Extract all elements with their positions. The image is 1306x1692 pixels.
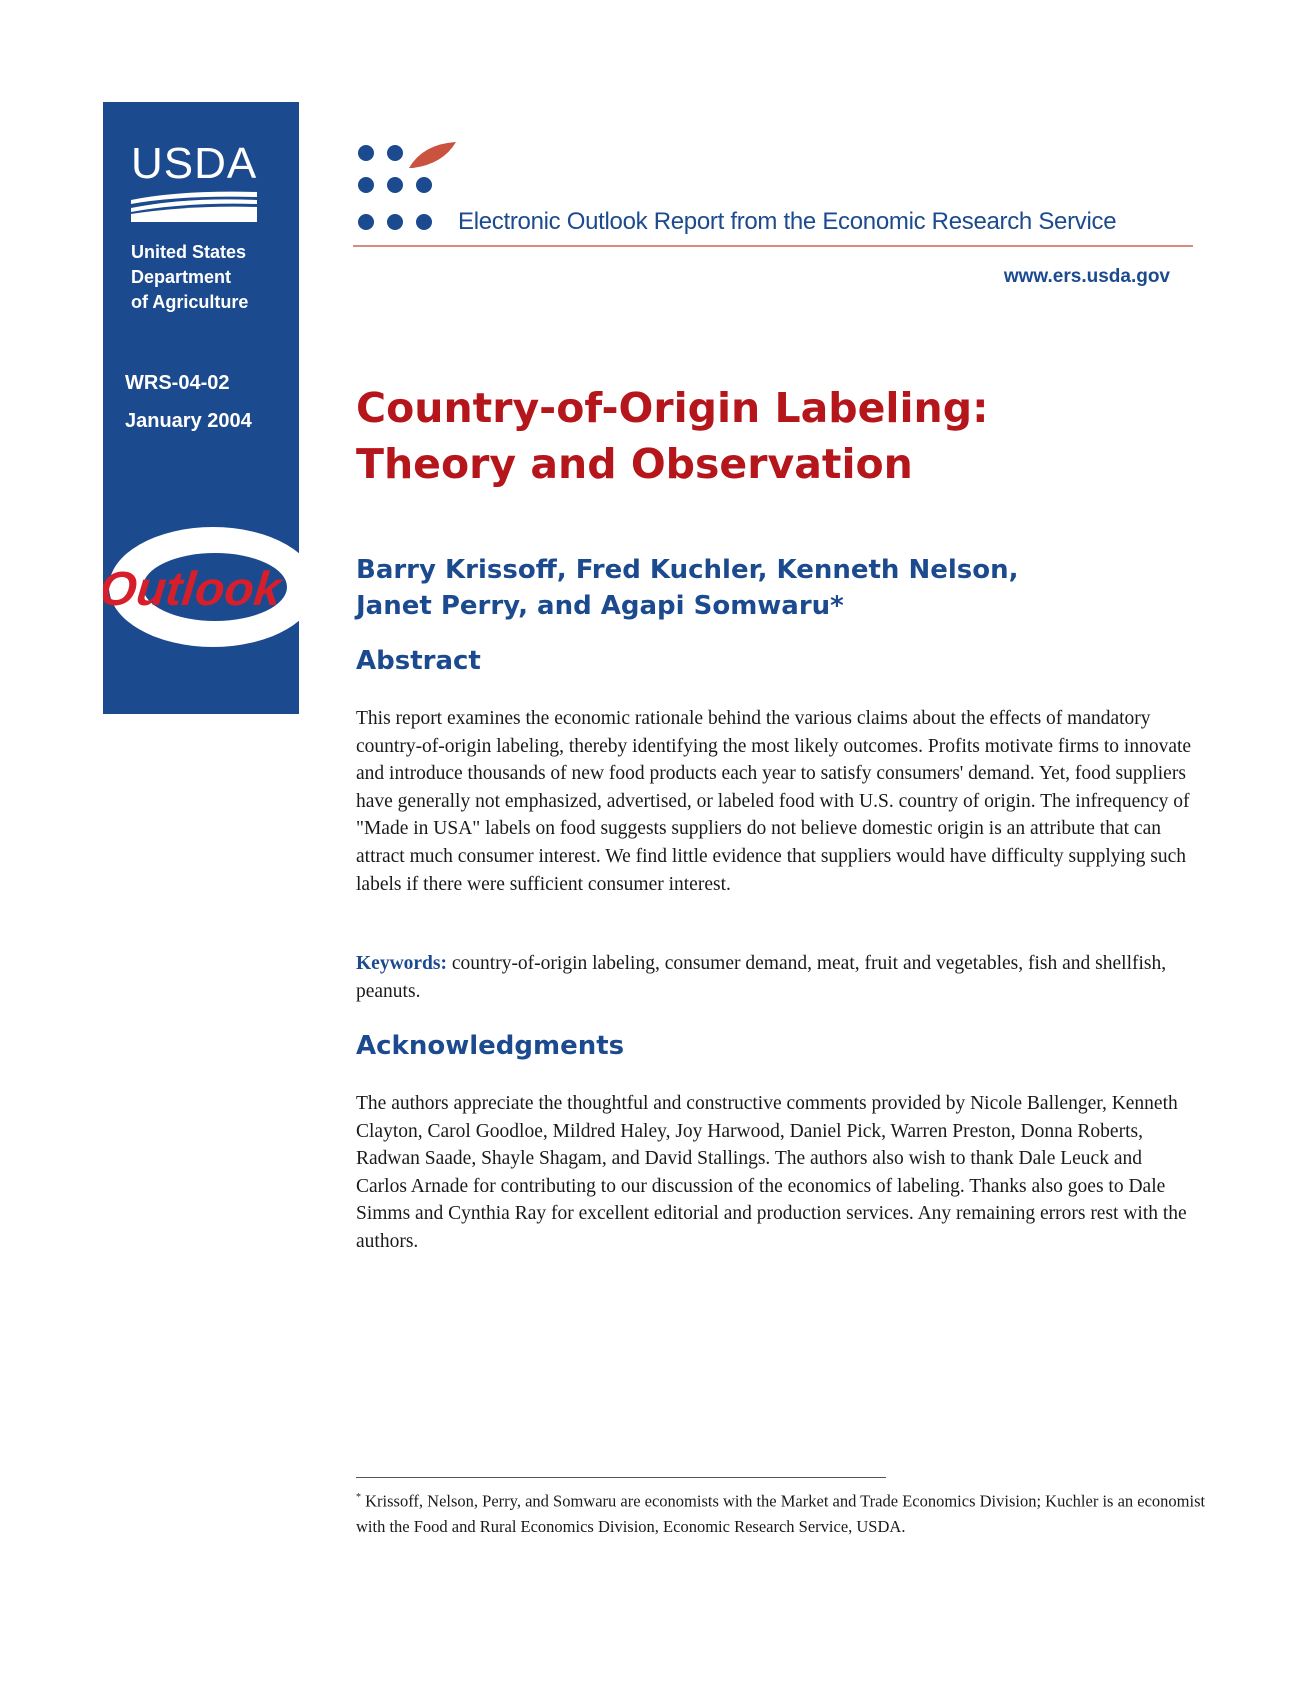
outlook-swoosh-icon [96, 517, 299, 657]
usda-sidebar [96, 102, 299, 714]
dept-line-3: of Agriculture [131, 292, 249, 312]
header-rule [353, 245, 1193, 247]
dept-line-1: United States [131, 242, 247, 262]
abstract-text: This report examines the economic rationale behind the various claims about the effects of mandatory country-of-origin labeling, thereby identifying the most likely outcomes. Profits motivate firms to innovate and introduce thousands of new food products each year to satisfy consumers' demand. Yet, food suppliers have generally not emphasized, advertised, or labeled food with U.S. country of origin. The infrequency of "Made in USA" labels on food suggests suppliers do not believe domestic origin is an attribute that can attract much consumer interest. We find little evidence that suppliers would have difficulty supplying such labels if there were sufficient consumer interest. [356, 708, 1192, 895]
usda-logo-icon [131, 139, 258, 222]
report-date: January 2004 [125, 410, 252, 432]
keywords [356, 950, 1196, 1005]
ers-dots-leaf-icon [357, 142, 467, 242]
acknowledgments-text: The authors appreciate the thoughtful and constructive comments provided by Nicole Ballenger, Kenneth Clayton, Carol Goodloe, Mildred Haley, Joy Harwood, Daniel Pick, Warren Preston, Donna Roberts, Radwan Saade, Shayle Shagam, and David Stallings. The authors also wish to thank Dale Leuck and Carlos Arnade for contributing to our discussion of the economics of labeling. Thanks also goes to Dale Simms and Cynthia Ray for excellent editorial and production services. Any remaining errors rest with the authors. [356, 1093, 1187, 1252]
usda-waves-icon [131, 188, 257, 222]
authors-line-1: Barry Krissoff, Fred Kuchler, Kenneth Nelson, [356, 555, 1019, 585]
usda-logo-text: USDA [131, 139, 258, 188]
footnote [356, 1485, 1206, 1539]
report-number: WRS-04-02 [125, 372, 230, 394]
series-title: Electronic Outlook Report from the Economic Research Service [458, 208, 1117, 235]
footnote-mark: * [356, 1492, 361, 1503]
footnote-text: Krissoff, Nelson, Perry, and Somwaru are economists with the Market and Trade Economics Division; Kuchler is an economist with the Food and Rural Economics Division, Economic Research Service, USDA. [356, 1491, 1206, 1536]
footnote-rule [356, 1477, 886, 1478]
ers-url-link[interactable]: www.ers.usda.gov [1003, 266, 1170, 287]
report-title-line-1: Country-of-Origin Labeling: [356, 384, 989, 432]
abstract-heading: Abstract [356, 646, 481, 676]
acknowledgments-heading: Acknowledgments [356, 1031, 625, 1061]
keywords-list: country-of-origin labeling, consumer demand, meat, fruit and vegetables, fish and shellfish, peanuts. [356, 953, 1167, 1002]
outlook-label: Outlook [96, 562, 284, 616]
authors-line-2: Janet Perry, and Agapi Somwaru* [356, 591, 844, 621]
report-title [356, 380, 988, 492]
keywords-label: Keywords: [356, 953, 447, 974]
report-title-line-2: Theory and Observation [356, 440, 913, 488]
authors [356, 552, 1019, 624]
dept-line-2: Department [131, 267, 232, 287]
